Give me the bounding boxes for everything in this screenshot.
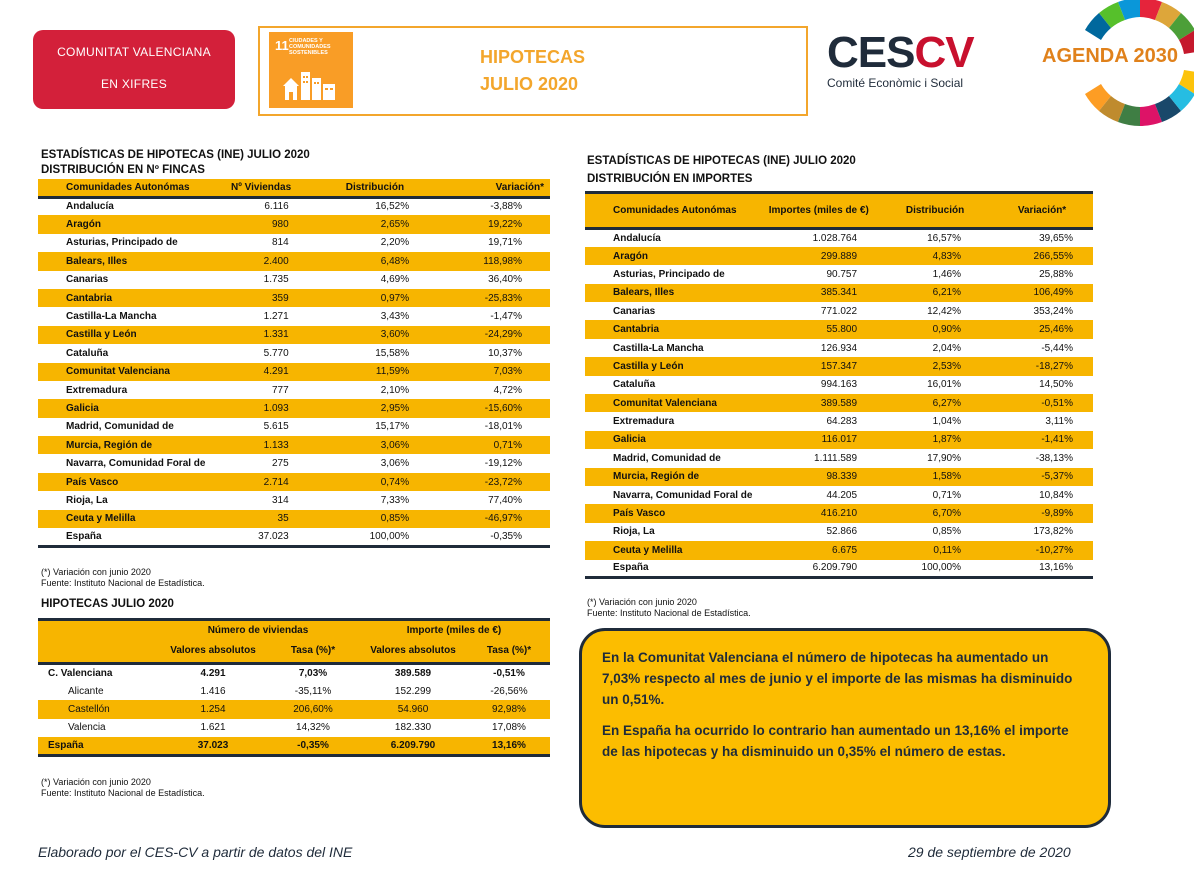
importes-cell-variacion: -18,27% [991,357,1093,375]
fincas-row [38,528,550,546]
fincas-cell-value: 6.116 [211,197,310,215]
fincas-cell-ccaa: Canarias [66,274,109,286]
importes-cell-value: 90.757 [826,268,858,280]
importes-cell-distribucion: 6,27% [879,394,991,412]
fincas-cell-value: 1.735 [263,274,289,286]
cescv-logo-cv: CV [914,28,974,77]
julio-cell-importe-valor: 152.299 [394,685,432,697]
julio-sub-valores-importe: Valores absolutos [358,640,468,664]
importes-cell-ccaa: Comunitat Valenciana [585,394,758,412]
fincas-table-body [38,197,550,546]
fincas-cell-value: 980 [211,215,310,233]
julio-title: HIPOTECAS JULIO 2020 [41,598,174,610]
julio-sub-tasa-viviendas: Tasa (%)* [268,640,358,664]
fincas-header-distribucion: Distribución [311,179,439,197]
fincas-cell-value: 1.093 [211,399,310,417]
importes-cell-value: 52.866 [826,526,858,538]
importes-cell-variacion: -0,51% [991,394,1093,412]
fincas-cell-value: 5.615 [263,421,289,433]
fincas-row [38,215,550,233]
importes-cell-ccaa: Castilla y León [585,357,758,375]
importes-row [585,376,1093,394]
importes-cell-ccaa: Murcia, Región de [585,468,758,486]
fincas-note-fuente: Fuente: Instituto Nacional de Estadística. [41,578,205,588]
julio-cell-viviendas-valor: 1.254 [158,700,268,718]
importes-cell-distribucion: 1,87% [879,431,991,449]
fincas-header-ccaa: Comunidades Autonómas [38,179,211,197]
fincas-cell-distribucion: 2,65% [311,215,439,233]
importes-cell-ccaa: Ceuta y Melilla [585,541,758,559]
importes-cell-distribucion: 6,21% [879,284,991,302]
fincas-cell-ccaa: Galicia [38,399,211,417]
importes-cell-variacion: -9,89% [991,504,1093,522]
importes-cell-ccaa: Madrid, Comunidad de [613,452,721,464]
importes-cell-variacion: 266,55% [991,247,1093,265]
fincas-cell-distribucion: 15,58% [375,347,410,359]
importes-cell-variacion: 14,50% [1039,379,1073,391]
julio-cell-viviendas-valor: 1.621 [200,722,226,734]
julio-sub-tasa-importe: Tasa (%)* [468,640,550,664]
fincas-cell-variacion: -46,97% [439,510,550,528]
julio-cell-importe-valor: 182.330 [394,722,432,734]
importes-row [585,247,1093,265]
fincas-cell-variacion: -23,72% [439,473,550,491]
julio-row [38,700,550,718]
importes-cell-value: 1.028.764 [758,229,879,247]
fincas-row [38,326,550,344]
title-box [258,26,808,116]
fincas-cell-ccaa: Navarra, Comunidad Foral de [66,458,206,470]
importes-cell-ccaa: Cataluña [613,379,656,391]
importes-cell-variacion: -1,41% [991,431,1093,449]
importes-cell-distribucion: 100,00% [921,562,962,574]
julio-cell-importe-tasa: 92,98% [468,700,550,718]
fincas-cell-ccaa: España [66,530,102,542]
julio-cell-viviendas-tasa: 7,03% [268,664,358,682]
importes-row [585,560,1093,578]
importes-cell-ccaa: Asturias, Principado de [613,268,725,280]
importes-cell-variacion: 173,82% [1033,526,1073,538]
importes-title [587,152,856,188]
fincas-row [38,363,550,381]
importes-cell-distribucion: 0,71% [932,489,962,501]
importes-cell-distribucion: 16,01% [927,379,962,391]
julio-table-body [38,640,550,756]
julio-table [38,618,550,757]
julio-cell-territorio: Alicante [68,685,104,697]
fincas-cell-variacion: 19,22% [439,215,550,233]
fincas-row [38,234,550,252]
fincas-cell-ccaa: Castilla y León [38,326,211,344]
fincas-cell-ccaa: Extremadura [66,384,128,396]
fincas-cell-ccaa: Rioja, La [66,494,108,506]
fincas-row [38,271,550,289]
fincas-cell-variacion: -1,47% [490,311,522,323]
importes-row [585,339,1093,357]
fincas-cell-distribucion: 3,60% [311,326,439,344]
importes-header-distribucion: Distribución [879,193,991,229]
importes-cell-value: 44.205 [826,489,858,501]
importes-cell-distribucion: 17,90% [927,452,962,464]
importes-cell-variacion: 3,11% [1045,416,1073,428]
julio-notes [41,777,205,799]
julio-cell-territorio: C. Valenciana [38,664,158,682]
julio-cell-territorio: Valencia [68,722,106,734]
fincas-row [38,454,550,472]
fincas-cell-distribucion: 3,06% [311,436,439,454]
cescv-logo [827,28,972,108]
importes-cell-distribucion: 0,85% [932,526,962,538]
fincas-cell-ccaa: Ceuta y Melilla [38,510,211,528]
fincas-cell-variacion: 0,71% [439,436,550,454]
fincas-cell-variacion: 7,03% [439,363,550,381]
fincas-cell-ccaa: Asturias, Principado de [66,237,178,249]
fincas-cell-value: 777 [271,384,289,396]
importes-row [585,265,1093,283]
importes-cell-variacion: 13,16% [1039,562,1073,574]
fincas-title-line-1: ESTADÍSTICAS DE HIPOTECAS (INE) JULIO 2020 [41,149,310,161]
fincas-cell-distribucion: 2,95% [311,399,439,417]
importes-row [585,357,1093,375]
footer-date: 29 de septiembre de 2020 [908,844,1071,860]
importes-cell-variacion: 25,88% [1039,268,1073,280]
importes-cell-distribucion: 1,46% [932,268,962,280]
julio-cell-viviendas-valor: 37.023 [158,737,268,755]
sdg-number: 11 [275,38,289,53]
importes-cell-variacion: 25,46% [991,320,1093,338]
fincas-cell-ccaa: Aragón [38,215,211,233]
fincas-row [38,307,550,325]
importes-cell-value: 1.111.589 [814,452,858,464]
fincas-cell-ccaa: Castilla-La Mancha [66,311,157,323]
fincas-cell-variacion: 4,72% [493,384,522,396]
comunitat-valenciana-badge [33,30,235,109]
importes-cell-variacion: 39,65% [991,229,1093,247]
julio-row [38,719,550,737]
julio-cell-importe-valor: 389.589 [358,664,468,682]
fincas-cell-variacion: -15,60% [439,399,550,417]
importes-row [585,412,1093,430]
city-buildings-icon [281,68,341,102]
julio-row [38,664,550,682]
importes-cell-variacion: -38,13% [1035,452,1073,464]
importes-cell-ccaa: País Vasco [585,504,758,522]
fincas-row [38,381,550,399]
fincas-title-line-2: DISTRIBUCIÓN EN Nº FINCAS [41,164,205,176]
fincas-row [38,289,550,307]
julio-cell-importe-tasa: 17,08% [492,722,526,734]
importes-cell-value: 385.341 [758,284,879,302]
fincas-cell-distribucion: 0,85% [311,510,439,528]
importes-row [585,523,1093,541]
fincas-cell-distribucion: 11,59% [311,363,439,381]
importes-cell-value: 771.022 [820,305,858,317]
fincas-cell-variacion: 36,40% [488,274,522,286]
fincas-cell-value: 2.400 [211,252,310,270]
importes-cell-value: 994.163 [820,379,858,391]
julio-row [38,682,550,700]
fincas-cell-distribucion: 2,10% [380,384,410,396]
importes-cell-distribucion: 0,11% [879,541,991,559]
footer-source: Elaborado por el CES-CV a partir de datos del INE [38,844,353,860]
importes-cell-value: 55.800 [758,320,879,338]
julio-sub-valores-viviendas: Valores absolutos [158,640,268,664]
importes-cell-value: 389.589 [758,394,879,412]
fincas-cell-value: 314 [271,494,289,506]
importes-row [585,229,1093,247]
importes-cell-distribucion: 2,53% [879,357,991,375]
fincas-cell-variacion: -0,35% [490,530,522,542]
importes-cell-ccaa: Cantabria [585,320,758,338]
julio-cell-viviendas-valor: 4.291 [158,664,268,682]
fincas-row [38,473,550,491]
fincas-cell-variacion: -19,12% [484,458,522,470]
importes-row [585,284,1093,302]
fincas-cell-value: 275 [271,458,289,470]
importes-cell-ccaa: Navarra, Comunidad Foral de [613,489,753,501]
importes-cell-value: 6.675 [758,541,879,559]
fincas-cell-ccaa: Comunitat Valenciana [38,363,211,381]
callout-paragraph-espana: En España ha ocurrido lo contrario han aumentado un 13,16% el importe de las hipotecas y ha disminuido un 0,35% el número de estas. [602,723,1069,759]
fincas-cell-variacion: -3,88% [439,197,550,215]
importes-cell-distribucion: 2,04% [932,342,962,354]
fincas-cell-distribucion: 3,06% [380,458,410,470]
importes-header-variacion: Variación* [991,193,1093,229]
importes-row [585,394,1093,412]
julio-cell-importe-valor: 6.209.790 [358,737,468,755]
importes-cell-ccaa: Andalucía [585,229,758,247]
importes-cell-ccaa: Canarias [613,305,656,317]
importes-cell-ccaa: Aragón [585,247,758,265]
fincas-cell-distribucion: 15,17% [375,421,410,433]
agenda-2030-logo [1040,0,1194,130]
importes-notes [587,597,751,619]
fincas-cell-variacion: 118,98% [439,252,550,270]
fincas-cell-ccaa: Andalucía [38,197,211,215]
julio-cell-importe-tasa: -26,56% [490,685,528,697]
fincas-cell-value: 1.271 [263,311,289,323]
julio-cell-importe-tasa: -0,51% [468,664,550,682]
fincas-header-variacion: Variación* [439,179,550,197]
fincas-cell-variacion: -18,01% [484,421,522,433]
julio-cell-viviendas-tasa: 206,60% [268,700,358,718]
fincas-cell-ccaa: Cataluña [66,347,109,359]
fincas-cell-distribucion: 6,48% [311,252,439,270]
fincas-cell-distribucion: 0,97% [311,289,439,307]
fincas-table [38,179,550,548]
fincas-cell-value: 1.133 [211,436,310,454]
importes-row [585,468,1093,486]
importes-cell-value: 98.339 [758,468,879,486]
importes-cell-distribucion: 16,57% [879,229,991,247]
cescv-logo-ces: CES [827,28,915,77]
importes-note-fuente: Fuente: Instituto Nacional de Estadística. [587,608,751,618]
fincas-cell-value: 35 [211,510,310,528]
importes-cell-distribucion: 12,42% [927,305,962,317]
fincas-row [38,510,550,528]
fincas-row [38,491,550,509]
title-line-1: HIPOTECAS [480,47,586,67]
sdg-text: CIUDADES Y COMUNIDADES SOSTENIBLES [289,38,331,56]
fincas-row [38,399,550,417]
importes-cell-distribucion: 1,04% [932,416,962,428]
julio-note-variacion: (*) Variación con junio 2020 [41,777,151,787]
fincas-cell-distribucion: 7,33% [380,494,410,506]
importes-cell-ccaa: Castilla-La Mancha [613,342,704,354]
callout-paragraph-cv: En la Comunitat Valenciana el número de hipotecas ha aumentado un 7,03% respecto al mes de junio y el importe de las mismas ha disminuido un 0,51%. [602,650,1073,707]
importes-table [585,191,1093,579]
importes-row [585,541,1093,559]
agenda-2030-label: AGENDA 2030 [1042,45,1178,67]
fincas-row [38,344,550,362]
badge-line-2: EN XIFRES [100,77,168,91]
importes-cell-ccaa: España [613,562,649,574]
title-line-2: JULIO 2020 [480,74,579,94]
cescv-subtitle: Comité Econòmic i Social [827,76,964,90]
fincas-cell-distribucion: 4,69% [380,274,410,286]
fincas-note-variacion: (*) Variación con junio 2020 [41,567,151,577]
fincas-cell-value: 2.714 [211,473,310,491]
importes-cell-variacion: 10,84% [1039,489,1073,501]
fincas-cell-distribucion: 100,00% [369,530,410,542]
fincas-cell-ccaa: Murcia, Región de [38,436,211,454]
importes-cell-ccaa: Balears, Illes [585,284,758,302]
importes-cell-distribucion: 1,58% [879,468,991,486]
julio-note-fuente: Fuente: Instituto Nacional de Estadística. [41,788,205,798]
fincas-row [38,252,550,270]
importes-row [585,302,1093,320]
fincas-notes [41,567,205,589]
importes-cell-value: 64.283 [826,416,858,428]
importes-cell-distribucion: 4,83% [879,247,991,265]
fincas-cell-distribucion: 3,43% [380,311,410,323]
fincas-cell-variacion: 10,37% [488,347,522,359]
importes-title-line-1: ESTADÍSTICAS DE HIPOTECAS (INE) JULIO 2020 [587,155,856,167]
importes-cell-variacion: -10,27% [991,541,1093,559]
importes-row [585,486,1093,504]
fincas-cell-value: 5.770 [263,347,289,359]
importes-cell-value: 299.889 [758,247,879,265]
fincas-cell-variacion: 19,71% [488,237,522,249]
julio-cell-viviendas-tasa: -0,35% [268,737,358,755]
fincas-cell-ccaa: Cantabria [38,289,211,307]
julio-cell-importe-valor: 54.960 [358,700,468,718]
fincas-cell-ccaa: País Vasco [38,473,211,491]
julio-cell-viviendas-valor: 1.416 [200,685,226,697]
importes-cell-variacion: 106,49% [991,284,1093,302]
fincas-cell-distribucion: 0,74% [311,473,439,491]
fincas-cell-variacion: -24,29% [439,326,550,344]
fincas-row [38,436,550,454]
importes-cell-value: 126.934 [820,342,858,354]
page-title [480,44,585,98]
fincas-header-viviendas: Nº Viviendas [211,179,310,197]
julio-cell-viviendas-tasa: 14,32% [296,722,330,734]
importes-cell-ccaa: Galicia [585,431,758,449]
importes-table-body [585,229,1093,578]
importes-row [585,320,1093,338]
fincas-cell-distribucion: 16,52% [311,197,439,215]
julio-cell-territorio: Castellón [38,700,158,718]
badge-line-1: COMUNITAT VALENCIANA [57,45,211,59]
julio-group-viviendas: Número de viviendas [158,620,358,640]
importes-cell-value: 116.017 [758,431,879,449]
importes-cell-value: 157.347 [758,357,879,375]
julio-cell-importe-tasa: 13,16% [468,737,550,755]
sdg-11-icon [269,32,353,108]
importes-cell-value: 416.210 [758,504,879,522]
fincas-cell-value: 37.023 [258,530,289,542]
importes-row [585,431,1093,449]
importes-note-variacion: (*) Variación con junio 2020 [587,597,697,607]
importes-row [585,504,1093,522]
importes-header-importes: Importes (miles de €) [758,193,879,229]
julio-cell-territorio: España [38,737,158,755]
importes-header-ccaa: Comunidades Autonómas [585,193,758,229]
fincas-cell-value: 4.291 [211,363,310,381]
importes-cell-ccaa: Rioja, La [613,526,655,538]
importes-cell-value: 6.209.790 [812,562,858,574]
fincas-row [38,197,550,215]
fincas-cell-variacion: -25,83% [439,289,550,307]
julio-row [38,737,550,755]
fincas-cell-ccaa: Madrid, Comunidad de [66,421,174,433]
fincas-cell-distribucion: 2,20% [380,237,410,249]
importes-cell-distribucion: 6,70% [879,504,991,522]
importes-cell-ccaa: Extremadura [613,416,675,428]
fincas-row [38,418,550,436]
importes-cell-variacion: -5,37% [991,468,1093,486]
summary-callout [579,628,1111,828]
importes-cell-variacion: -5,44% [1041,342,1073,354]
julio-cell-viviendas-tasa: -35,11% [294,685,332,697]
fincas-cell-ccaa: Balears, Illes [38,252,211,270]
importes-row [585,449,1093,467]
importes-cell-variacion: 353,24% [1033,305,1073,317]
fincas-cell-value: 814 [271,237,289,249]
fincas-cell-variacion: 77,40% [488,494,522,506]
fincas-cell-value: 359 [211,289,310,307]
fincas-title [41,148,310,178]
fincas-cell-value: 1.331 [211,326,310,344]
importes-cell-distribucion: 0,90% [879,320,991,338]
importes-title-line-2: DISTRIBUCIÓN EN IMPORTES [587,173,753,185]
julio-group-importe: Importe (miles de €) [358,620,550,640]
